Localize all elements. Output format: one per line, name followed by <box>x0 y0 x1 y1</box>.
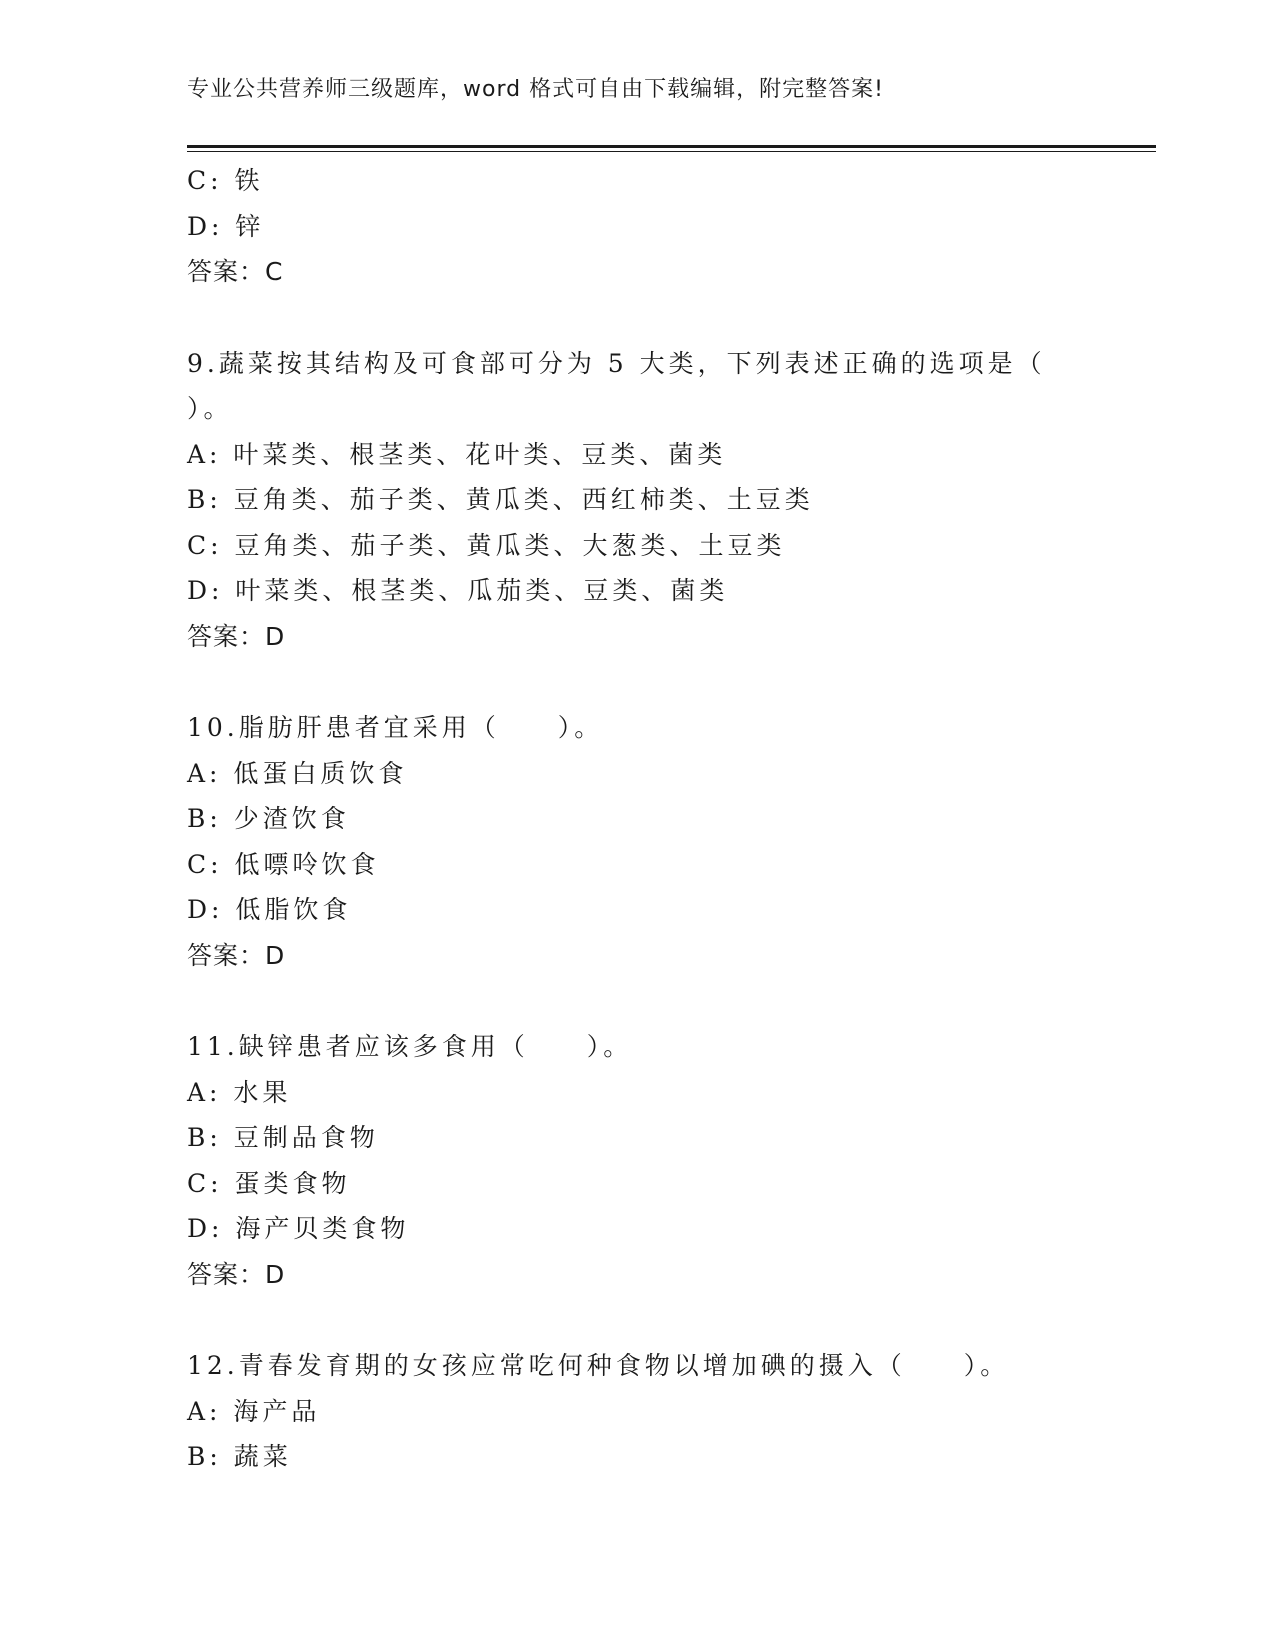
answer-line: 答案：D <box>187 621 286 651</box>
spacer <box>187 978 1147 1024</box>
option-line: B: 豆制品食物 <box>187 1123 379 1152</box>
option-line: D: 低脂饮食 <box>187 895 352 924</box>
page-header: 专业公共营养师三级题库，word 格式可自由下载编辑，附完整答案! <box>187 77 884 102</box>
option-line: C: 低嘌呤饮食 <box>187 849 380 879</box>
option-line: C: 蛋类食物 <box>187 1168 351 1198</box>
question-stem: 11.缺锌患者应该多食用（ ）。 <box>187 1032 633 1061</box>
answer-line: 答案：D <box>187 1259 286 1289</box>
option-line: D: 锌 <box>187 211 265 241</box>
question-stem: 9.蔬菜按其结构及可食部可分为 5 大类，下列表述正确的选项是（ <box>187 348 1046 378</box>
spacer <box>187 1297 1147 1343</box>
answer-line: 答案：D <box>187 940 286 970</box>
option-line: D: 叶菜类、根茎类、瓜茄类、豆类、菌类 <box>187 576 729 605</box>
spacer <box>187 295 1147 341</box>
option-line: A: 水果 <box>187 1077 292 1107</box>
option-line: A: 低蛋白质饮食 <box>187 758 408 788</box>
question-stem: 12.青春发育期的女孩应常吃何种食物以增加碘的摄入（ ）。 <box>187 1351 1010 1380</box>
answer-line: 答案：C <box>187 257 284 286</box>
option-line: B: 少渣饮食 <box>187 804 350 833</box>
header-rule-thin <box>187 151 1156 152</box>
option-line: C: 豆角类、茄子类、黄瓜类、大葱类、土豆类 <box>187 530 786 560</box>
document-body <box>187 158 1147 1480</box>
question-stem: 10.脂肪肝患者宜采用（ ）。 <box>187 713 604 742</box>
question-stem-continued: ）。 <box>187 394 233 423</box>
option-line: A: 叶菜类、根茎类、花叶类、豆类、菌类 <box>187 439 727 469</box>
header-rule-thick <box>187 145 1156 148</box>
option-line: D: 海产贝类食物 <box>187 1214 410 1243</box>
option-line: A: 海产品 <box>187 1396 321 1426</box>
spacer <box>187 659 1147 705</box>
option-line: B: 豆角类、茄子类、黄瓜类、西红柿类、土豆类 <box>187 485 814 514</box>
option-line: C: 铁 <box>187 166 264 195</box>
option-line: B: 蔬菜 <box>187 1442 292 1471</box>
